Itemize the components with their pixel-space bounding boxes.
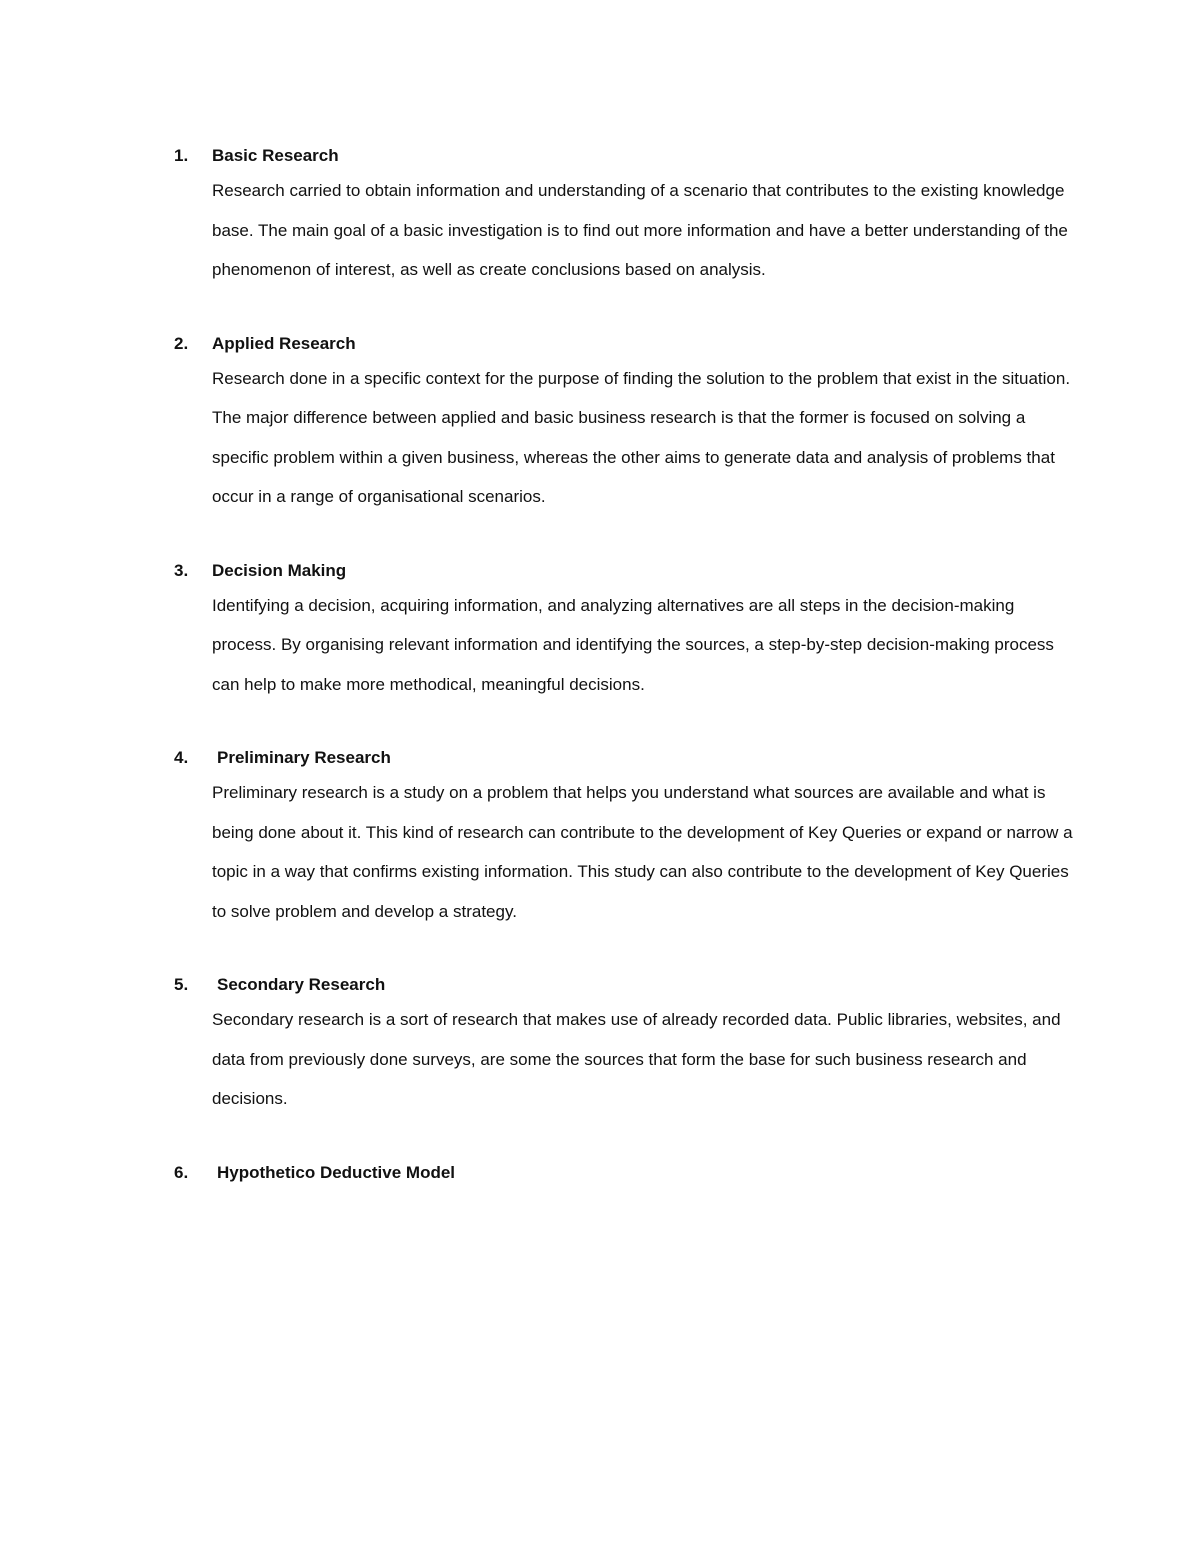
item-heading: Basic Research bbox=[212, 146, 339, 165]
list-item bbox=[174, 743, 1074, 931]
list-item bbox=[174, 556, 1074, 705]
item-number: 3. bbox=[174, 560, 189, 580]
item-body: Preliminary research is a study on a problem that helps you understand what sources are available and what is being done about it. This kind of research can contribute to the development of Key Queries or expand or narrow a topic in a way that confirms existing information. This study can also contribute to the development of Key Queries to solve problem and develop a strategy. bbox=[212, 783, 1073, 921]
item-number: 2. bbox=[174, 333, 189, 353]
item-body: Research done in a specific context for the purpose of finding the solution to the problem that exist in the situation. The major difference between applied and basic business research is that the former is focused on solving a specific problem within a given business, whereas the other aims to generate data and analysis of problems that occur in a range of organisational scenarios. bbox=[212, 368, 1071, 506]
item-number: 4. bbox=[174, 748, 189, 767]
item-number: 5. bbox=[174, 975, 189, 994]
item-body: Research carried to obtain information and understanding of a scenario that contributes to the existing knowledge base. The main goal of a basic investigation is to find out more information and have a better understanding of the phenomenon of interest, as well as create conclusions based on analysis. bbox=[212, 181, 1068, 279]
item-body: Identifying a decision, acquiring information, and analyzing alternatives are all steps in the decision-making process. By organising relevant information and identifying the sources, a step-by-step decision-making process can help to make more methodical, meaningful decisions. bbox=[212, 595, 1054, 694]
numbered-list bbox=[174, 141, 1074, 1217]
item-heading: Preliminary Research bbox=[217, 748, 391, 767]
list-item bbox=[174, 329, 1074, 517]
item-body: Secondary research is a sort of research that makes use of already recorded data. Public libraries, websites, and data from previously done surveys, are some the sources that form the base for such business research and decisions. bbox=[212, 1010, 1061, 1108]
list-item bbox=[174, 141, 1074, 290]
list-item bbox=[174, 1158, 1074, 1188]
item-number: 1. bbox=[174, 146, 189, 165]
item-number: 6. bbox=[174, 1162, 189, 1182]
item-heading: Applied Research bbox=[212, 333, 356, 353]
item-heading: Secondary Research bbox=[217, 975, 386, 994]
item-heading: Decision Making bbox=[212, 560, 347, 580]
list-item bbox=[174, 970, 1074, 1119]
item-heading: Hypothetico Deductive Model bbox=[217, 1162, 456, 1182]
